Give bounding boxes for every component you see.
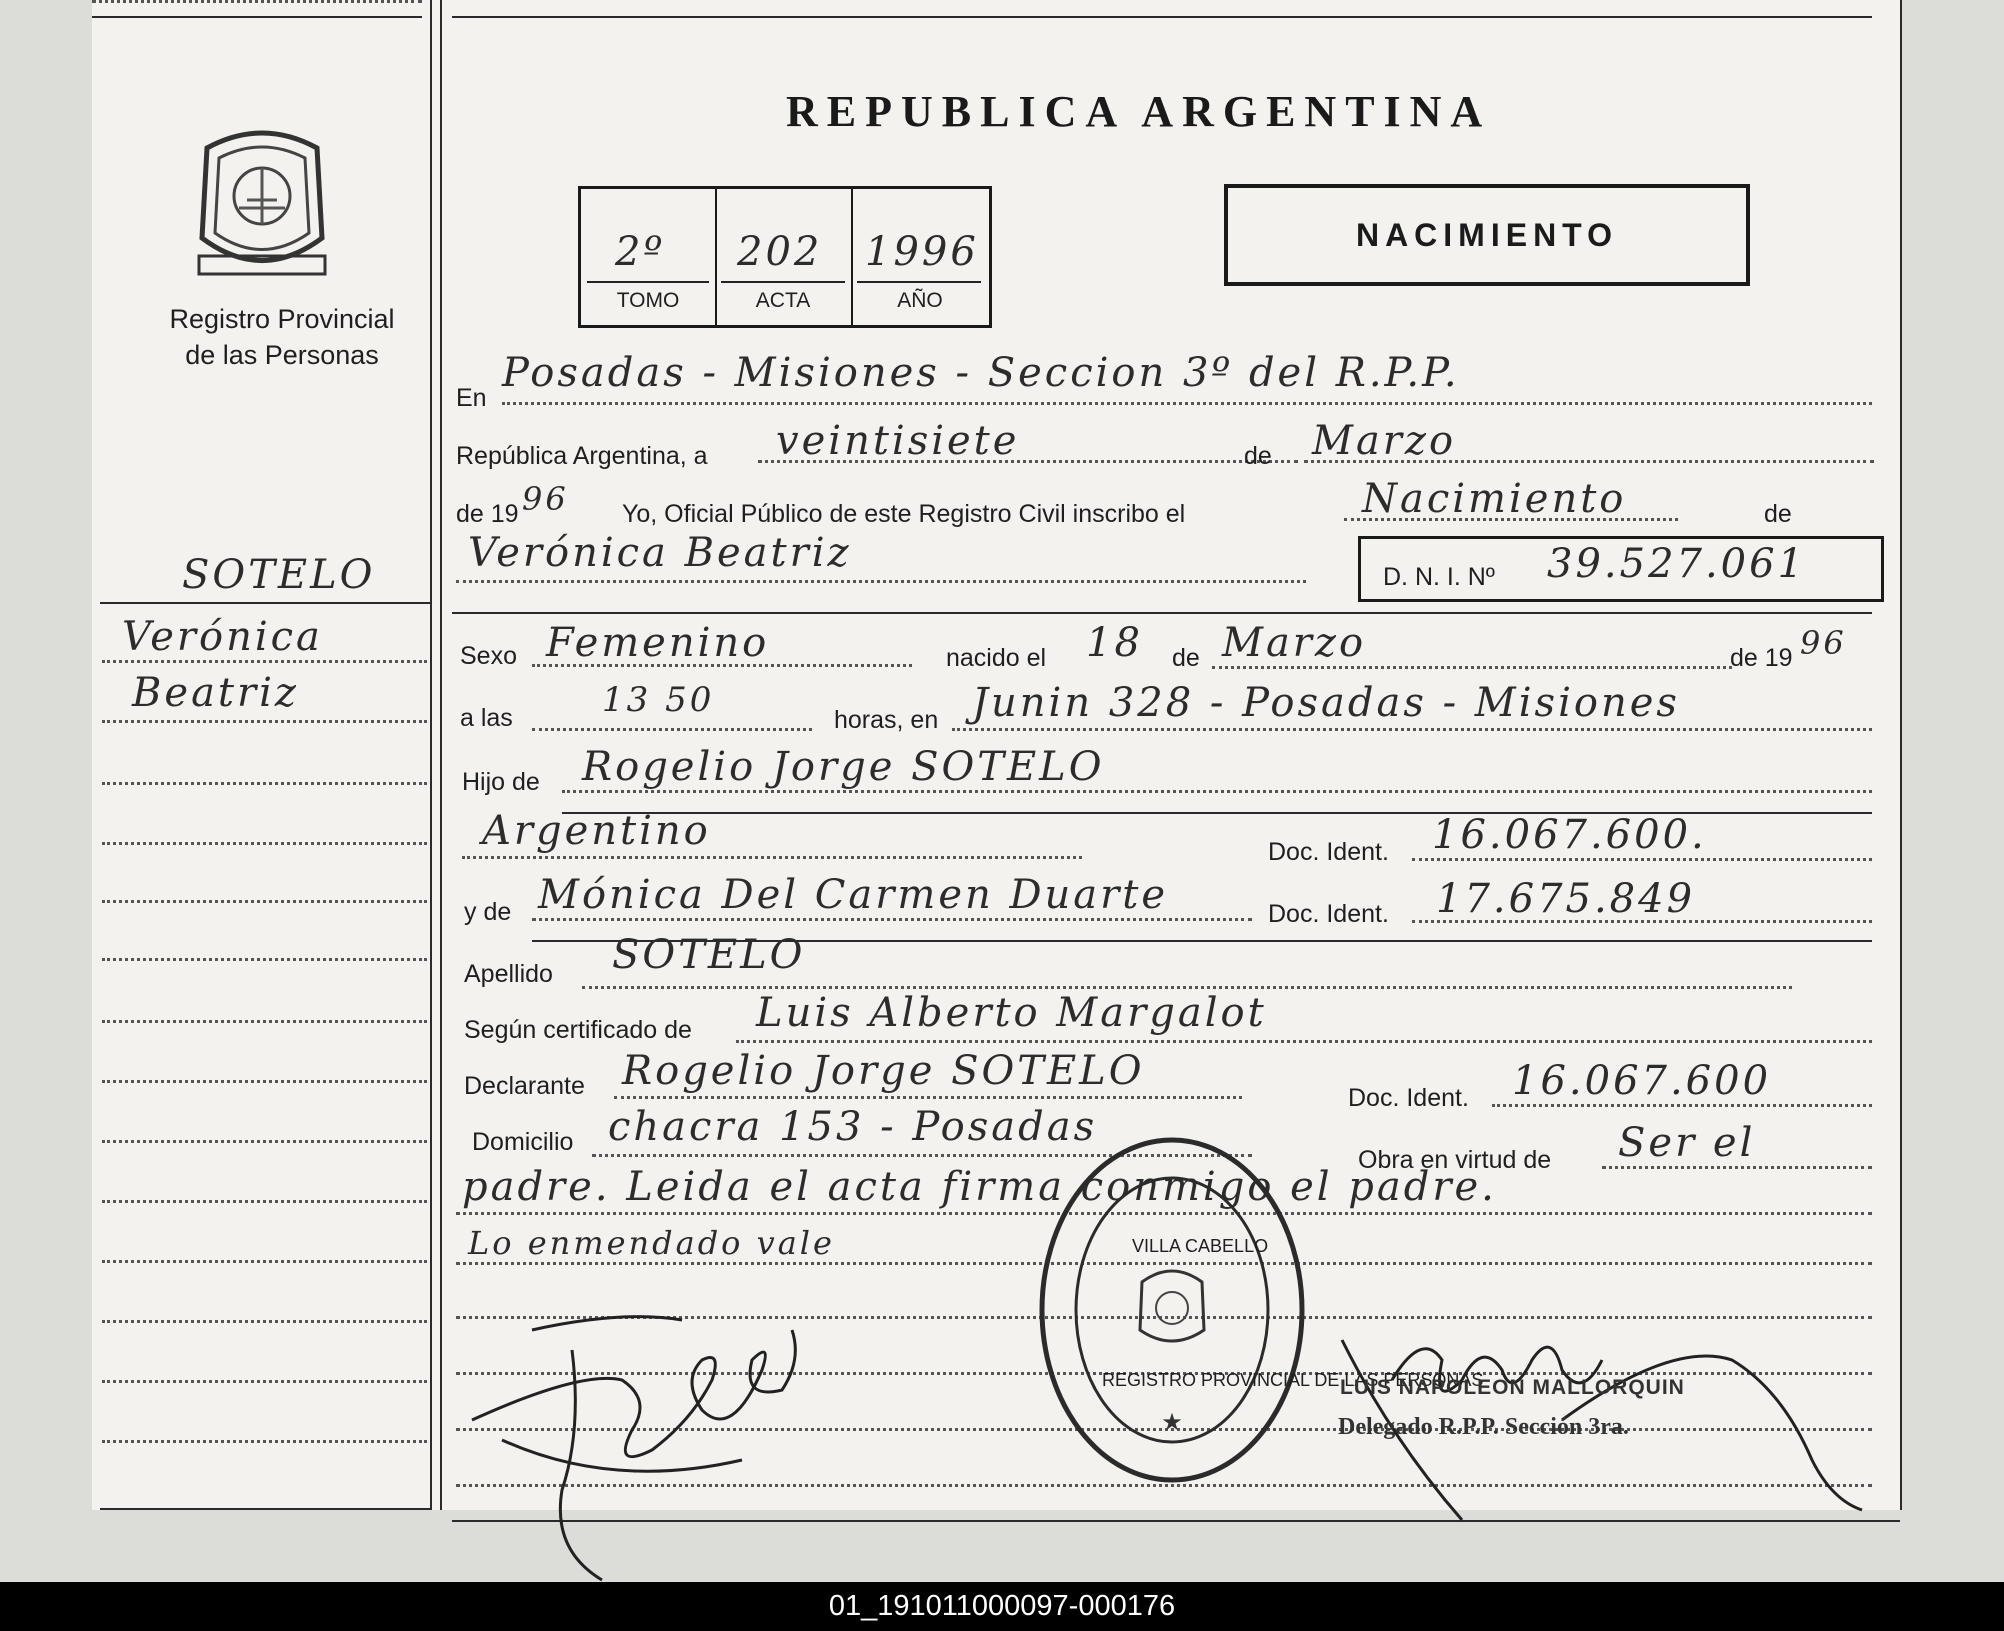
line-mes-nac (1212, 666, 1732, 669)
value-mes-nac: Marzo (1222, 620, 1367, 666)
label-dni: D. N. I. Nº (1383, 563, 1495, 591)
margin-given-name-1: Verónica (122, 614, 323, 660)
label-segun: Según certificado de (464, 1016, 692, 1044)
line-apellido (582, 986, 1792, 989)
value-lugar: Posadas - Misiones - Seccion 3º del R.P.P. (502, 350, 1460, 396)
line-madre (532, 918, 1252, 921)
value-acto: Nacimiento (1362, 476, 1627, 522)
stamp-ring-text: REGISTRO PROVINCIAL DE LAS PERSONAS (1102, 1370, 1484, 1390)
label-y-de: y de (464, 898, 512, 926)
bottom-rule-left (100, 1508, 430, 1510)
official-title: Delegado R.P.P. Sección 3ra. (1338, 1414, 1629, 1440)
value-padre-doc: 16.067.600. (1432, 812, 1707, 858)
column-divider-inner (440, 0, 442, 1510)
registry-stamp (1032, 1130, 1312, 1495)
label-doc-ident-3: Doc. Ident. (1348, 1084, 1469, 1112)
value-obs-line-1: padre. Leida el acta firma conmigo el padre. (462, 1164, 1497, 1210)
line-sexo (532, 664, 912, 667)
margin-line (102, 1080, 427, 1083)
margin-line (102, 782, 427, 785)
certificate-sheet (92, 0, 1902, 1510)
record-id-box (578, 186, 992, 328)
tomo-value: 2º (615, 229, 666, 275)
province-seal-logo (187, 118, 337, 288)
line-certificado (736, 1040, 1872, 1043)
top-dotted-left (92, 0, 422, 3)
margin-line (102, 660, 427, 663)
registry-name-line2: de las Personas (185, 340, 379, 370)
tomo-label: TOMO (616, 289, 680, 312)
stamp-inner-text: VILLA CABELLO (1132, 1236, 1269, 1256)
margin-line (102, 1140, 427, 1143)
value-madre: Mónica Del Carmen Duarte (538, 872, 1169, 918)
margin-line (102, 1200, 427, 1203)
line-declarante (614, 1096, 1242, 1099)
value-anio-nac: 96 (1800, 624, 1847, 662)
value-domicilio: chacra 153 - Posadas (608, 1104, 1098, 1150)
line-en (502, 402, 1872, 405)
label-domicilio: Domicilio (472, 1128, 574, 1156)
value-apellido: SOTELO (612, 932, 806, 978)
line-padre-doc (1412, 858, 1872, 861)
country-title: REPUBLICA ARGENTINA (786, 87, 1492, 136)
anio-divider (857, 281, 981, 283)
label-de-19b: de 19 (1730, 644, 1793, 672)
value-hora: 13 50 (602, 680, 715, 720)
line-hora (532, 728, 812, 731)
value-dia-nac: 18 (1086, 620, 1143, 666)
label-obra: Obra en virtud de (1358, 1146, 1552, 1174)
margin-line (102, 1440, 427, 1443)
line-lugar-nac (952, 728, 1872, 731)
anio-cell (851, 189, 989, 325)
value-certificado: Luis Alberto Margalot (756, 990, 1267, 1036)
label-apellido: Apellido (464, 960, 553, 988)
margin-line (102, 1020, 427, 1023)
top-rule-left (92, 16, 422, 18)
value-dni: 39.527.061 (1547, 541, 1807, 587)
value-dia-letras: veintisiete (776, 418, 1020, 464)
margin-line (102, 842, 427, 845)
label-en: En (456, 384, 487, 412)
value-declarante-doc: 16.067.600 (1512, 1058, 1772, 1104)
margin-line (102, 1380, 427, 1383)
registry-name-line1: Registro Provincial (169, 304, 395, 334)
column-divider (430, 0, 432, 1510)
margin-line (102, 1320, 427, 1323)
label-sexo: Sexo (460, 642, 517, 670)
dni-box (1358, 536, 1884, 602)
value-declarante: Rogelio Jorge SOTELO (622, 1048, 1145, 1094)
label-a-las: a las (460, 704, 513, 732)
label-republica: República Argentina, a (456, 442, 708, 470)
line-acto (1344, 518, 1678, 521)
act-type-box: NACIMIENTO (1224, 184, 1750, 286)
anio-label: AÑO (897, 289, 943, 312)
margin-line (102, 720, 427, 723)
acta-label: ACTA (755, 289, 811, 312)
value-mes: Marzo (1312, 418, 1457, 464)
margin-line (102, 1260, 427, 1263)
acta-cell (715, 189, 853, 325)
label-yo-oficial: Yo, Oficial Público de este Registro Civil inscribo el (622, 500, 1186, 528)
line-declarante-doc (1492, 1104, 1872, 1107)
margin-surname: SOTELO (182, 552, 376, 598)
line-padre (562, 790, 1872, 793)
label-hijo-de: Hijo de (462, 768, 540, 796)
label-nacido-el: nacido el (946, 644, 1047, 672)
acta-value: 202 (737, 229, 823, 275)
line-madre-doc (1412, 920, 1872, 923)
value-sexo: Femenino (546, 620, 770, 666)
value-padre: Rogelio Jorge SOTELO (582, 744, 1105, 790)
value-nacionalidad: Argentino (482, 808, 711, 854)
declarant-signature (462, 1290, 822, 1595)
line-dia (758, 460, 1298, 463)
value-obra: Ser el (1618, 1120, 1756, 1166)
tomo-divider (587, 281, 709, 283)
anio-value: 1996 (865, 229, 979, 275)
margin-line (102, 900, 427, 903)
label-de: de (1244, 442, 1272, 470)
margin-line (102, 958, 427, 961)
label-de-19: de 19 (456, 500, 519, 528)
label-de-end: de (1764, 500, 1792, 528)
section-rule-1 (452, 612, 1872, 614)
label-doc-ident-2: Doc. Ident. (1268, 900, 1389, 928)
label-doc-ident: Doc. Ident. (1268, 838, 1389, 866)
margin-rule (100, 602, 430, 604)
svg-text:★: ★ (1161, 1409, 1183, 1436)
label-declarante: Declarante (464, 1072, 585, 1100)
line-nacionalidad (462, 856, 1082, 859)
line-mes (1304, 460, 1874, 463)
value-lugar-nac: Junin 328 - Posadas - Misiones (972, 680, 1680, 726)
label-horas-en: horas, en (834, 706, 939, 734)
label-de2: de (1172, 644, 1200, 672)
line-obra (1602, 1166, 1872, 1169)
value-madre-doc: 17.675.849 (1436, 876, 1696, 922)
margin-given-name-2: Beatriz (132, 670, 299, 716)
tomo-cell (581, 189, 717, 325)
file-id-bar: 01_191011000097-000176 (0, 1582, 2004, 1631)
value-anio-digits: 96 (522, 480, 569, 518)
value-nombre: Verónica Beatriz (468, 530, 852, 576)
top-rule-right (452, 16, 1872, 18)
right-border (1900, 0, 1902, 1510)
acta-divider (721, 281, 845, 283)
line-nombre (456, 580, 1306, 583)
official-name: LUIS NAPOLEON MALLORQUIN (1340, 1376, 1685, 1399)
value-obs-line-2: Lo enmendado vale (468, 1224, 835, 1262)
